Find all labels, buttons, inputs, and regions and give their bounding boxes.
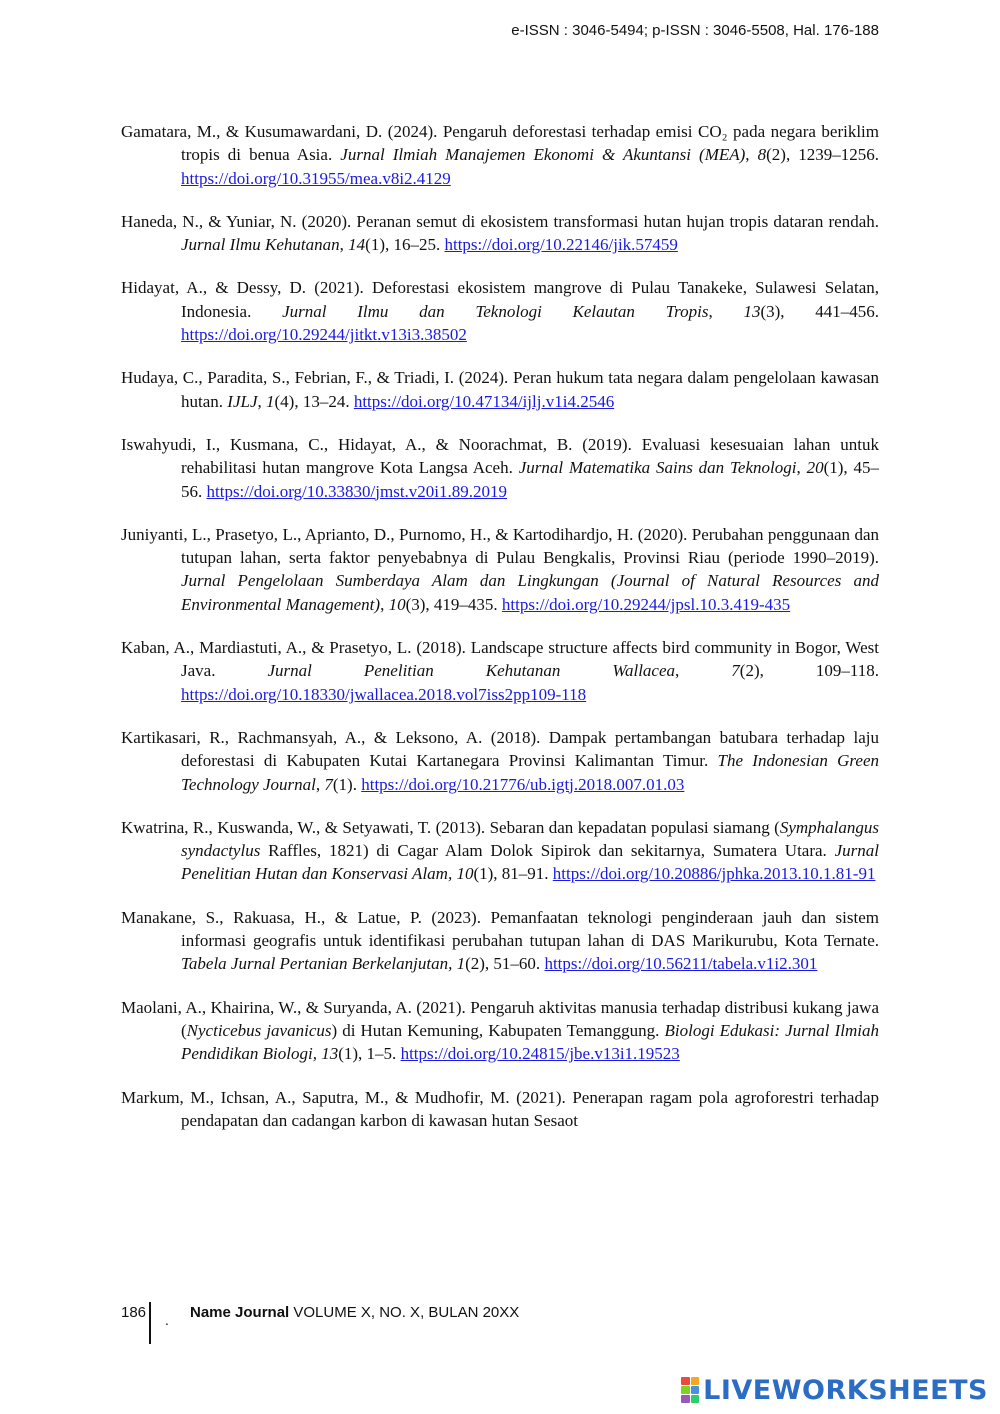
reference-entry: Kaban, A., Mardiastuti, A., & Prasetyo, L. (2018). Landscape structure affects bird community in Bogor, West Java. Jurnal Penelitian Kehutanan Wallacea, 7(2), 109–118. https://doi.org/10.18330/jwallacea.2018.vol7iss2pp109-118	[121, 638, 880, 704]
journal-volume: VOLUME X, NO. X, BULAN 20XX	[289, 1304, 520, 1321]
doi-link[interactable]: https://doi.org/10.22146/jik.57459	[444, 235, 678, 255]
logo-square	[681, 1377, 690, 1385]
reference-entry: Hudaya, C., Paradita, S., Febrian, F., & Triadi, I. (2024). Peran hukum tata negara dalam pengelolaan kawasan hutan. IJLJ, 1(4), 13–24. https://doi.org/10.47134/ijlj.v1i4.2546	[121, 368, 879, 411]
reference-entry: Markum, M., Ichsan, A., Saputra, M., & Mudhofir, M. (2021). Penerapan ragam pola agroforestri terhadap pendapatan dan cadangan karbon di kawasan hutan Sesaot	[121, 1087, 879, 1130]
doi-link[interactable]: https://doi.org/10.33830/jmst.v20i1.89.2019	[206, 481, 508, 501]
logo-square	[681, 1395, 690, 1403]
reference-entry: Iswahyudi, I., Kusmana, C., Hidayat, A., & Noorachmat, B. (2019). Evaluasi kesesuaian lahan untuk rehabilitasi hutan mangrove Kota Langsa Aceh. Jurnal Matematika Sains dan Teknologi, 20(1), 45–56. https://doi.org/10.33830/jmst.v20i1.89.2019	[121, 434, 880, 501]
liveworksheets-watermark	[681, 1372, 988, 1408]
watermark-text: LIVEWORKSHEETS	[703, 1374, 988, 1406]
doi-link[interactable]: https://doi.org/10.18330/jwallacea.2018.vol7iss2pp109-118	[181, 684, 587, 704]
reference-entry: Maolani, A., Khairina, W., & Suryanda, A. (2021). Pengaruh aktivitas manusia terhadap distribusi kukang jawa (Nycticebus javanicus) di Hutan Kemuning, Kabupaten Temanggung. Biologi Edukasi: Jurnal Ilmiah Pendidikan Biologi, 13(1), 1–5. https://doi.org/10.24815/jbe.v13i1.19523	[121, 997, 879, 1064]
doi-link[interactable]: https://doi.org/10.29244/jitkt.v13i3.38502	[181, 325, 467, 345]
doi-link[interactable]: https://doi.org/10.21776/ub.igtj.2018.007.01.03	[361, 774, 685, 794]
reference-entry: Kwatrina, R., Kuswanda, W., & Setyawati, T. (2013). Sebaran dan kepadatan populasi siamang (Symphalangus syndactylus Raffles, 1821) di Cagar Alam Dolok Sipirok dan sekitarnya, Sumatera Utara. Jurnal Penelitian Hutan dan Konservasi Alam, 10(1), 81–91. https://doi.org/10.20886/jphka.2013.10.1.81-91	[121, 817, 879, 884]
journal-info	[190, 1304, 519, 1321]
footer-separator: .	[165, 1312, 169, 1328]
footer-divider	[149, 1302, 151, 1344]
logo-square	[691, 1386, 700, 1394]
doi-link[interactable]: https://doi.org/10.24815/jbe.v13i1.19523	[400, 1044, 680, 1064]
reference-list	[121, 120, 879, 1152]
liveworksheets-logo-icon	[681, 1377, 699, 1403]
doi-link[interactable]: https://doi.org/10.20886/jphka.2013.10.1.81-91	[552, 864, 876, 884]
reference-entry: Gamatara, M., & Kusumawardani, D. (2024). Pengaruh deforestasi terhadap emisi CO₂ pada negara beriklim tropis di benua Asia. Jurnal Ilmiah Manajemen Ekonomi & Akuntansi (MEA), 8(2), 1239–1256. https://doi.org/10.31955/mea.v8i2.4129	[121, 122, 880, 188]
doi-link[interactable]: https://doi.org/10.47134/ijlj.v1i4.2546	[353, 391, 615, 411]
doi-link[interactable]: https://doi.org/10.31955/mea.v8i2.4129	[181, 168, 451, 188]
logo-square	[691, 1377, 700, 1385]
reference-entry: Juniyanti, L., Prasetyo, L., Aprianto, D., Purnomo, H., & Kartodihardjo, H. (2020). Perubahan penggunaan dan tutupan lahan, serta faktor penyebabnya di Pulau Bengkalis, Provinsi Riau (periode 1990–2019). Jurnal Pengelolaan Sumberdaya Alam dan Lingkungan (Journal of Natural Resources and Environmental Management), 10(3), 419–435. https://doi.org/10.29244/jpsl.10.3.419-435	[121, 524, 879, 614]
reference-entry: Hidayat, A., & Dessy, D. (2021). Deforestasi ekosistem mangrove di Pulau Tanakeke, Sulawesi Selatan, Indonesia. Jurnal Ilmu dan Teknologi Kelautan Tropis, 13(3), 441–456. https://doi.org/10.29244/jitkt.v13i3.38502	[121, 278, 880, 345]
reference-entry: Kartikasari, R., Rachmansyah, A., & Leksono, A. (2018). Dampak pertambangan batubara terhadap laju deforestasi di Kabupaten Kutai Kartanegara Provinsi Kalimantan Timur. The Indonesian Green Technology Journal, 7(1). https://doi.org/10.21776/ub.igtj.2018.007.01.03	[121, 727, 879, 794]
reference-entry: Manakane, S., Rakuasa, H., & Latue, P. (2023). Pemanfaatan teknologi penginderaan jauh dan sistem informasi geografis untuk identifikasi perubahan tutupan lahan di DAS Marikurubu, Kota Ternate. Tabela Jurnal Pertanian Berkelanjutan, 1(2), 51–60. https://doi.org/10.56211/tabela.v1i2.301	[121, 907, 879, 974]
running-header: e-ISSN : 3046-5494; p-ISSN : 3046-5508, Hal. 176-188	[511, 22, 879, 39]
page-number: 186	[121, 1304, 147, 1321]
logo-square	[691, 1395, 700, 1403]
logo-square	[681, 1386, 690, 1394]
doi-link[interactable]: https://doi.org/10.56211/tabela.v1i2.301	[544, 954, 818, 974]
doi-link[interactable]: https://doi.org/10.29244/jpsl.10.3.419-435	[501, 594, 791, 614]
reference-entry: Haneda, N., & Yuniar, N. (2020). Peranan semut di ekosistem transformasi hutan hujan tropis dataran rendah. Jurnal Ilmu Kehutanan, 14(1), 16–25. https://doi.org/10.22146/jik.57459	[121, 211, 879, 255]
journal-name: Name Journal	[190, 1304, 290, 1321]
